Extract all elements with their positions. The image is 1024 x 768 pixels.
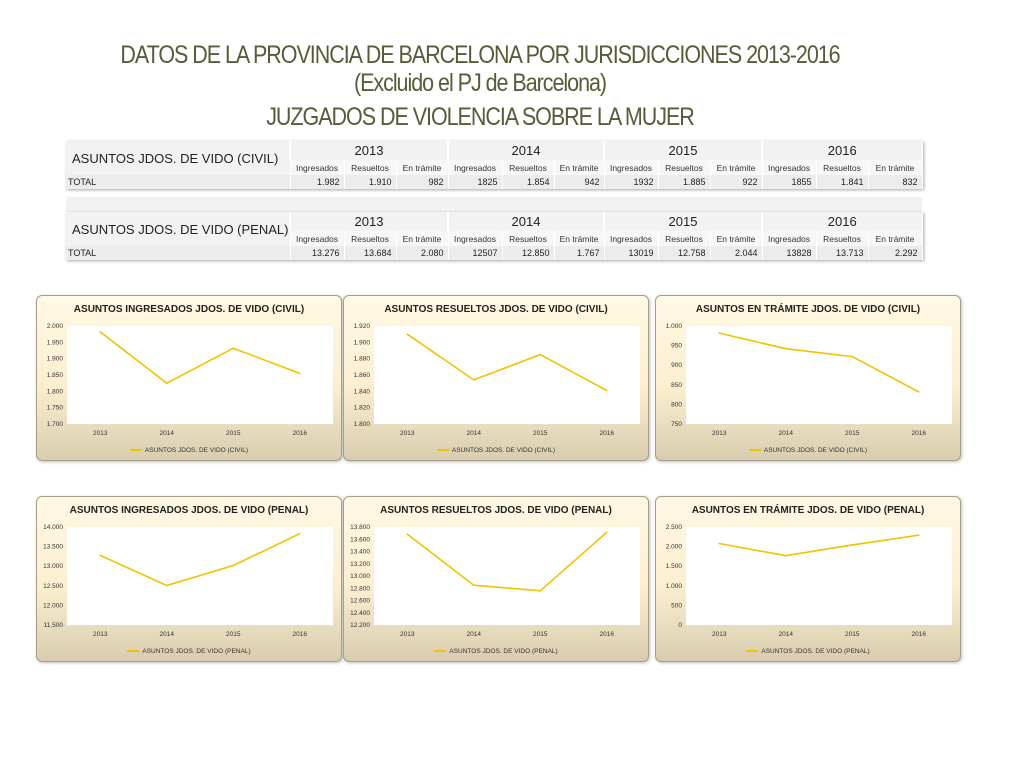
chart-plot	[344, 497, 648, 661]
y-tick-label: 13.800	[350, 524, 370, 531]
chart-legend	[344, 648, 648, 655]
data-point	[406, 333, 408, 335]
y-tick-label: 800	[671, 401, 682, 409]
chart-title: ASUNTOS RESUELTOS JDOS. DE VIDO (PENAL)	[380, 505, 612, 516]
x-tick-label: 2016	[599, 631, 614, 638]
chart-title: ASUNTOS INGRESADOS JDOS. DE VIDO (PENAL)	[69, 505, 309, 516]
chart-plot	[344, 296, 648, 460]
x-tick-label: 2015	[533, 430, 548, 437]
y-tick-label: 1.860	[353, 372, 370, 379]
table-cell: 1.885	[658, 175, 710, 189]
chart-resueltos-civil	[343, 295, 649, 461]
chart-title: ASUNTOS INGRESADOS JDOS. DE VIDO (CIVIL)	[73, 304, 305, 315]
table-cell: 13.276	[290, 246, 344, 260]
chart-tramite-penal	[655, 496, 961, 662]
penal-table	[66, 212, 923, 260]
y-tick-label: 1.880	[353, 355, 370, 363]
col-header: Ingresados	[604, 160, 658, 175]
total-label: TOTAL	[66, 175, 290, 189]
chart-legend	[344, 447, 648, 454]
legend-swatch	[746, 650, 758, 652]
civil-year-2014: 2014	[448, 141, 604, 160]
table-spacer	[66, 197, 922, 212]
col-header: En trámite	[868, 160, 922, 175]
y-tick-label: 900	[671, 362, 682, 370]
x-tick-label: 2013	[93, 430, 108, 437]
y-tick-label: 1.000	[665, 323, 682, 330]
legend-swatch	[127, 650, 139, 652]
x-tick-label: 2015	[533, 631, 548, 638]
y-tick-label: 12.000	[43, 602, 63, 610]
y-tick-label: 1.900	[353, 339, 370, 347]
y-tick-label: 11.500	[43, 622, 63, 629]
y-tick-label: 1.840	[353, 388, 370, 396]
col-header: En trámite	[868, 231, 922, 246]
col-header: Resueltos	[502, 231, 554, 246]
table-row	[66, 175, 922, 189]
table-cell: 1.767	[554, 246, 604, 260]
col-header: Ingresados	[762, 231, 816, 246]
x-tick-label: 2014	[466, 430, 481, 437]
chart-resueltos-penal	[343, 496, 649, 662]
y-tick-label: 12.600	[350, 597, 370, 605]
col-header: En trámite	[554, 160, 604, 175]
y-tick-label: 12.800	[350, 585, 370, 593]
plot-area	[67, 326, 333, 424]
total-label: TOTAL	[66, 246, 290, 260]
chart-plot	[656, 296, 960, 460]
table-cell: 13.713	[816, 246, 868, 260]
x-tick-label: 2014	[466, 631, 481, 638]
col-header: En trámite	[396, 231, 448, 246]
y-tick-label: 2.000	[46, 323, 63, 330]
col-header: En trámite	[396, 160, 448, 175]
y-tick-label: 2.000	[665, 543, 682, 551]
table-cell: 1.982	[290, 175, 344, 189]
x-tick-label: 2013	[400, 631, 415, 638]
y-tick-label: 14.000	[43, 524, 63, 531]
col-header: Ingresados	[604, 231, 658, 246]
col-header: Ingresados	[762, 160, 816, 175]
y-tick-label: 13.500	[43, 543, 63, 551]
legend-label: ASUNTOS JDOS. DE VIDO (CIVIL)	[763, 447, 868, 454]
x-tick-label: 2016	[292, 631, 307, 638]
data-point	[918, 391, 920, 393]
y-tick-label: 1.700	[46, 421, 63, 428]
table-cell: 942	[554, 175, 604, 189]
legend-label: ASUNTOS JDOS. DE VIDO (PENAL)	[142, 648, 251, 655]
y-tick-label: 13.000	[350, 573, 370, 580]
table-cell: 2.044	[710, 246, 762, 260]
penal-year-2013: 2013	[290, 212, 448, 231]
chart-tramite-civil	[655, 295, 961, 461]
table-cell: 13019	[604, 246, 658, 260]
data-point	[851, 544, 853, 546]
chart-title: ASUNTOS RESUELTOS JDOS. DE VIDO (CIVIL)	[384, 304, 608, 315]
civil-table	[66, 141, 923, 189]
x-tick-label: 2014	[159, 430, 174, 437]
table-cell: 1932	[604, 175, 658, 189]
plot-area	[686, 326, 952, 424]
x-tick-label: 2016	[911, 631, 926, 638]
col-header: En trámite	[710, 231, 762, 246]
civil-year-2016: 2016	[762, 141, 922, 160]
penal-table-label: ASUNTOS JDOS. DE VIDO (PENAL)	[66, 212, 290, 246]
y-tick-label: 1.750	[46, 404, 63, 412]
x-tick-label: 2015	[845, 430, 860, 437]
x-tick-label: 2016	[292, 430, 307, 437]
civil-year-2015: 2015	[604, 141, 762, 160]
data-point	[606, 390, 608, 392]
data-point	[539, 354, 541, 356]
chart-legend	[656, 648, 960, 655]
col-header: Resueltos	[816, 160, 868, 175]
penal-year-2016: 2016	[762, 212, 922, 231]
y-tick-label: 12.500	[43, 582, 63, 590]
legend-swatch	[130, 449, 142, 451]
y-tick-label: 1.500	[665, 563, 682, 571]
table-cell: 922	[710, 175, 762, 189]
data-point	[606, 532, 608, 534]
legend-label: ASUNTOS JDOS. DE VIDO (CIVIL)	[451, 447, 556, 454]
chart-ingresados-penal	[36, 496, 342, 662]
col-header: Ingresados	[448, 231, 502, 246]
legend-swatch	[749, 449, 761, 451]
data-point	[473, 584, 475, 586]
y-tick-label: 12.200	[350, 622, 370, 629]
table-cell: 12.758	[658, 246, 710, 260]
legend-label: ASUNTOS JDOS. DE VIDO (CIVIL)	[144, 447, 249, 454]
y-tick-label: 2.500	[665, 524, 682, 531]
col-header: Resueltos	[658, 160, 710, 175]
table-cell: 12507	[448, 246, 502, 260]
table-cell: 832	[868, 175, 922, 189]
x-tick-label: 2015	[226, 631, 241, 638]
table-cell: 1.910	[344, 175, 396, 189]
y-tick-label: 1.800	[46, 388, 63, 396]
y-tick-label: 1.850	[46, 372, 63, 379]
x-tick-label: 2013	[400, 430, 415, 437]
penal-year-2015: 2015	[604, 212, 762, 231]
col-header: Resueltos	[344, 231, 396, 246]
y-tick-label: 1.800	[353, 421, 370, 428]
legend-label: ASUNTOS JDOS. DE VIDO (PENAL)	[449, 648, 558, 655]
y-tick-label: 13.600	[350, 536, 370, 544]
chart-legend	[37, 447, 341, 454]
y-tick-label: 1.950	[46, 339, 63, 347]
col-header: En trámite	[554, 231, 604, 246]
x-tick-label: 2014	[778, 430, 793, 437]
page-section-title: JUZGADOS DE VIOLENCIA SOBRE LA MUJER	[266, 103, 694, 131]
table-cell: 12.850	[502, 246, 554, 260]
x-tick-label: 2013	[712, 430, 727, 437]
y-tick-label: 500	[671, 602, 682, 610]
legend-swatch	[434, 650, 446, 652]
table-cell: 13.684	[344, 246, 396, 260]
data-point	[232, 347, 234, 349]
chart-title: ASUNTOS EN TRÁMITE JDOS. DE VIDO (PENAL)	[691, 505, 925, 516]
data-point	[299, 533, 301, 535]
chart-plot	[37, 296, 341, 460]
y-tick-label: 1.900	[46, 355, 63, 363]
table-cell: 1825	[448, 175, 502, 189]
data-point	[99, 331, 101, 333]
col-header: Ingresados	[290, 160, 344, 175]
chart-legend	[656, 447, 960, 454]
table-row	[66, 246, 922, 260]
y-tick-label: 950	[671, 342, 682, 350]
col-header: Resueltos	[816, 231, 868, 246]
y-tick-label: 1.000	[665, 582, 682, 590]
chart-ingresados-civil	[36, 295, 342, 461]
plot-area	[374, 326, 640, 424]
data-point	[166, 585, 168, 587]
y-tick-label: 1.920	[353, 323, 370, 330]
penal-year-2014: 2014	[448, 212, 604, 231]
x-tick-label: 2016	[599, 430, 614, 437]
chart-legend	[37, 648, 341, 655]
col-header: Ingresados	[448, 160, 502, 175]
y-tick-label: 13.000	[43, 563, 63, 571]
data-point	[166, 382, 168, 384]
data-point	[406, 533, 408, 535]
data-point	[785, 348, 787, 350]
x-tick-label: 2014	[778, 631, 793, 638]
col-header: En trámite	[710, 160, 762, 175]
data-point	[718, 332, 720, 334]
y-tick-label: 850	[671, 381, 682, 389]
chart-plot	[656, 497, 960, 661]
col-header: Resueltos	[658, 231, 710, 246]
page-subtitle: (Excluido el PJ de Barcelona)	[353, 69, 607, 97]
table-cell: 982	[396, 175, 448, 189]
page-title: DATOS DE LA PROVINCIA DE BARCELONA POR JURISDICCIONES 2013-2016	[120, 41, 840, 69]
x-tick-label: 2015	[226, 430, 241, 437]
table-cell: 1.841	[816, 175, 868, 189]
plot-area	[374, 527, 640, 625]
legend-swatch	[437, 449, 449, 451]
col-header: Resueltos	[502, 160, 554, 175]
y-tick-label: 13.400	[350, 548, 370, 556]
chart-title: ASUNTOS EN TRÁMITE JDOS. DE VIDO (CIVIL)	[695, 304, 921, 315]
data-point	[539, 590, 541, 592]
x-tick-label: 2016	[911, 430, 926, 437]
data-point	[299, 373, 301, 375]
civil-year-2013: 2013	[290, 141, 448, 160]
table-cell: 2.080	[396, 246, 448, 260]
civil-table-label: ASUNTOS JDOS. DE VIDO (CIVIL)	[66, 141, 290, 175]
col-header: Resueltos	[344, 160, 396, 175]
x-tick-label: 2015	[845, 631, 860, 638]
y-tick-label: 13.200	[350, 560, 370, 568]
y-tick-label: 750	[671, 421, 682, 428]
y-tick-label: 1.820	[353, 404, 370, 412]
data-point	[232, 565, 234, 567]
data-point	[99, 555, 101, 557]
y-tick-label: 12.400	[350, 609, 370, 617]
data-point	[473, 379, 475, 381]
col-header: Ingresados	[290, 231, 344, 246]
x-tick-label: 2014	[159, 631, 174, 638]
table-cell: 1855	[762, 175, 816, 189]
table-cell: 2.292	[868, 246, 922, 260]
table-cell: 1.854	[502, 175, 554, 189]
data-point	[785, 555, 787, 557]
data-point	[718, 543, 720, 545]
table-cell: 13828	[762, 246, 816, 260]
plot-area	[686, 527, 952, 625]
data-point	[918, 534, 920, 536]
data-point	[851, 356, 853, 358]
legend-label: ASUNTOS JDOS. DE VIDO (PENAL)	[761, 648, 870, 655]
x-tick-label: 2013	[93, 631, 108, 638]
y-tick-label: 0	[678, 622, 682, 629]
chart-plot	[37, 497, 341, 661]
x-tick-label: 2013	[712, 631, 727, 638]
